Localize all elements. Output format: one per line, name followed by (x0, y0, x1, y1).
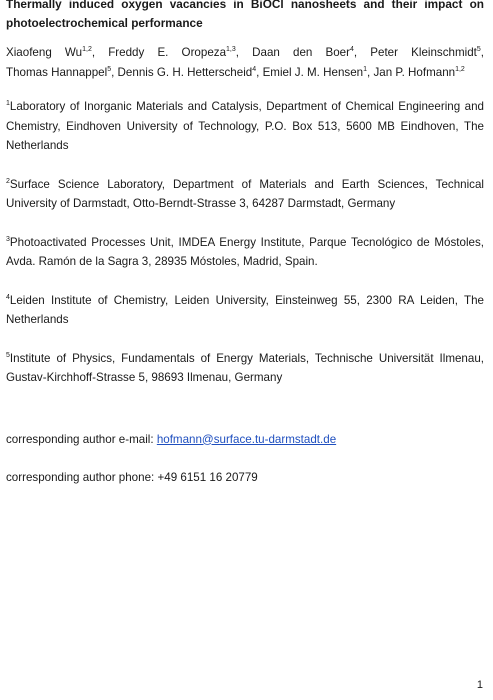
affiliation-item (6, 349, 484, 388)
author-affiliation-marker: 5 (107, 65, 112, 73)
affiliation-number: 5 (6, 351, 10, 359)
affiliation-text: Surface Science Laboratory, Department of Materials and Earth Sciences, Technical University of Darmstadt, Otto-Berndt-Strasse 3, 64287 Darmstadt, Germany (6, 177, 484, 210)
author-affiliation-marker: 1,2 (455, 65, 465, 73)
author-affiliation-marker: 1,2 (82, 46, 92, 53)
affiliation-item (6, 233, 484, 272)
author-name: Jan P. Hofmann (373, 65, 456, 79)
email-label: corresponding author e-mail: (6, 432, 157, 446)
author-name: Thomas Hannappel (6, 65, 108, 79)
author-name: Xiaofeng Wu (6, 46, 83, 59)
author (370, 46, 484, 59)
author (263, 66, 374, 79)
phone-number: +49 6151 16 20779 (157, 471, 258, 484)
author-separator: , (256, 65, 263, 79)
author (6, 66, 118, 79)
paper-title: Thermally induced oxygen vacancies in BiOCl nanosheets and their impact on photoelectrochemical performance (6, 0, 484, 30)
affiliation-text: Leiden Institute of Chemistry, Leiden University, Einsteinweg 55, 2300 RA Leiden, The Netherlands (6, 293, 484, 326)
affiliation-text: Institute of Physics, Fundamentals of Energy Materials, Technische Universität Ilmenau, Gustav-Kirchhoff-Strasse 5, 98693 Ilmenau, Germany (6, 351, 484, 384)
page-number: 1 (476, 679, 483, 691)
affiliation-item (6, 97, 484, 156)
affiliation-list (6, 97, 484, 388)
author-name: Peter Kleinschmidt (370, 46, 477, 59)
affiliation-number: 2 (6, 177, 10, 185)
affiliation-number: 4 (6, 293, 10, 301)
author-name: Freddy E. Oropeza (108, 46, 227, 59)
email-link[interactable]: hofmann@surface.tu-darmstadt.de (156, 432, 337, 446)
author-separator: , (367, 65, 374, 79)
author-list (6, 43, 484, 82)
affiliation-number: 3 (6, 235, 10, 243)
author-affiliation-marker: 4 (350, 46, 354, 53)
author (6, 46, 108, 59)
author (373, 66, 464, 79)
author-name: Emiel J. M. Hensen (262, 65, 364, 79)
author-separator: , (480, 46, 485, 59)
author-affiliation-marker: 5 (476, 46, 481, 53)
phone-label: corresponding author phone: (6, 471, 158, 484)
affiliation-item (6, 175, 484, 214)
author (118, 66, 263, 79)
author-separator: , (235, 46, 253, 59)
affiliation-text: Laboratory of Inorganic Materials and Catalysis, Department of Chemical Engineering and Chemistry, Eindhoven University of Technology, P.O. Box 513, 5600 MB Eindhoven, The Netherlands (6, 100, 484, 152)
author (108, 46, 252, 59)
author (252, 46, 370, 59)
author-affiliation-marker: 1,3 (226, 46, 236, 53)
author-name: Daan den Boer (252, 46, 350, 59)
corresponding-phone (6, 468, 484, 488)
author-separator: , (111, 65, 118, 79)
author-name: Dennis G. H. Hetterscheid (117, 65, 253, 79)
author-separator: , (353, 46, 371, 59)
author-separator: , (91, 46, 109, 59)
affiliation-item (6, 291, 484, 330)
affiliation-number: 1 (6, 100, 10, 107)
author-affiliation-marker: 4 (252, 65, 257, 73)
affiliation-text: Photoactivated Processes Unit, IMDEA Energy Institute, Parque Tecnológico de Móstoles, Avda. Ramón de la Sagra 3, 28935 Móstoles, Madrid, Spain. (6, 235, 484, 268)
author-affiliation-marker: 1 (363, 65, 367, 73)
corresponding-email (6, 430, 484, 450)
